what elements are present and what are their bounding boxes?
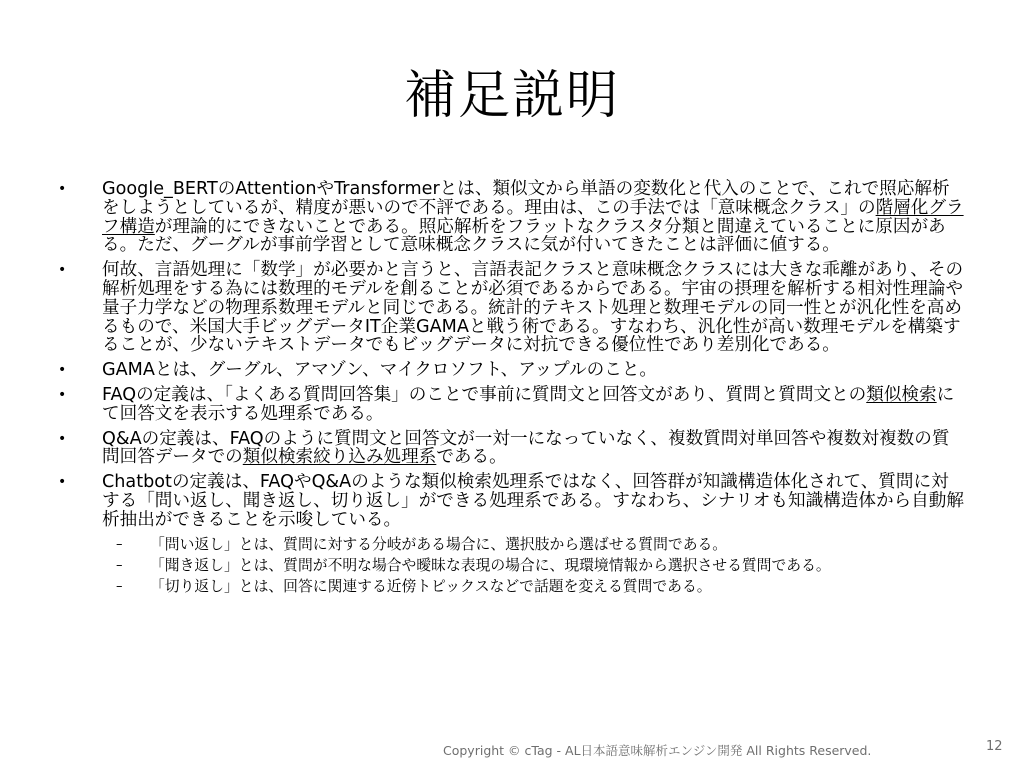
underlined-term: 類似検索絞り込み処理系 — [242, 447, 437, 468]
bullet-mark: • — [58, 430, 67, 447]
bullet-item-faq — [58, 386, 964, 424]
bullet-item-math — [58, 261, 964, 355]
underlined-term: 階層化グラフ構造 — [102, 197, 964, 237]
bullet-text: GAMAとは、グーグル、アマゾン、マイクロソフト、アップルのこと。 — [102, 360, 658, 381]
bullet-item-gama — [58, 361, 964, 380]
copyright-footer: Copyright © cTag - AL日本語意味解析エンジン開発 All Rights Reserved. — [443, 743, 872, 758]
sub-bullet-mark: – — [116, 536, 123, 552]
bullet-text: 何故、言語処理に「数学」が必要かと言うと、言語表記クラスと意味概念クラスには大きな乖離があり、その解析処理をする為には数理的モデルを創ることが必須であるからである。宇宙の摂理を解析する相対性理論や量子力学などの物理系数理モデルと同じである。統計的テキスト処理と数理モデルの同一性とが汎化性を高めるもので、米国大手ビッグデータIT企業GAMAと戦う術である。すなわち、汎化性が高い数理モデルを構築することが、少ないテキストデータでもビッグデータに対抗できる優位性であり差別化である。 — [102, 260, 964, 356]
slide-title: 補足説明 — [403, 66, 620, 126]
bullet-mark: • — [58, 181, 67, 197]
bullet-text: Google_BERTのAttentionやTransformerとは、類似文から単語の変数化と代入のことで、これで照応解析をしようとしているが、精度が悪いので不評である。理由は、この手法では「意味概念クラス」の — [102, 179, 950, 218]
bullet-mark: • — [58, 362, 67, 379]
sub-bullet-text: 「聞き返し」とは、質問が不明な場合や曖昧な表現の場合に、現環境情報から選択させる質問である。 — [150, 556, 831, 574]
underlined-term: 類似検索 — [866, 384, 937, 405]
sub-item-kikikaeshi — [58, 557, 964, 574]
slide-body — [58, 180, 964, 599]
bullet-text: が理論的にできないことである。照応解析をフラットなクラスタ分類と間違えていることに原因がある。ただ、グーグルが事前学習として意味概念クラスに気が付いてきたことは評価に値する。 — [102, 216, 946, 256]
sub-bullet-mark: – — [116, 578, 123, 594]
bullet-text: Chatbotの定義は、FAQやQ&Aのような類似検索処理系ではなく、回答群が知識構造体化されて、質問に対する「問い返し、聞き返し、切り返し」ができる処理系である。すなわち、シナリオも知識構造体から自動解析抽出ができることを示唆している。 — [102, 472, 964, 530]
bullet-text: Q&Aの定義は、FAQのように質問文と回答文が一対一になっていなく、複数質問対単回答や複数対複数の質問回答データでの — [102, 428, 950, 468]
sub-bullet-text: 「切り返し」とは、回答に関連する近傍トピックスなどで話題を変える質問である。 — [150, 577, 712, 595]
bullet-text: である。 — [436, 447, 507, 468]
bullet-item-qa — [58, 430, 964, 468]
bullet-mark: • — [58, 474, 67, 491]
page-number: 12 — [986, 739, 1003, 754]
bullet-mark: • — [58, 262, 67, 279]
bullet-text: FAQの定義は、「よくある質問回答集」のことで事前に質問文と回答文があり、質問と質問文との — [102, 384, 867, 405]
bullet-text: にて回答文を表示する処理系である。 — [102, 384, 955, 424]
sub-bullet-text: 「問い返し」とは、質問に対する分岐がある場合に、選択肢から選ばせる質問である。 — [150, 535, 728, 553]
bullet-item-bert — [58, 180, 964, 255]
sub-item-kirikaeshi — [58, 578, 964, 595]
bullet-mark: • — [58, 386, 67, 403]
bullet-item-chatbot — [58, 473, 964, 529]
sub-item-toikaeshi — [58, 536, 964, 553]
sub-bullet-mark: – — [116, 557, 123, 573]
